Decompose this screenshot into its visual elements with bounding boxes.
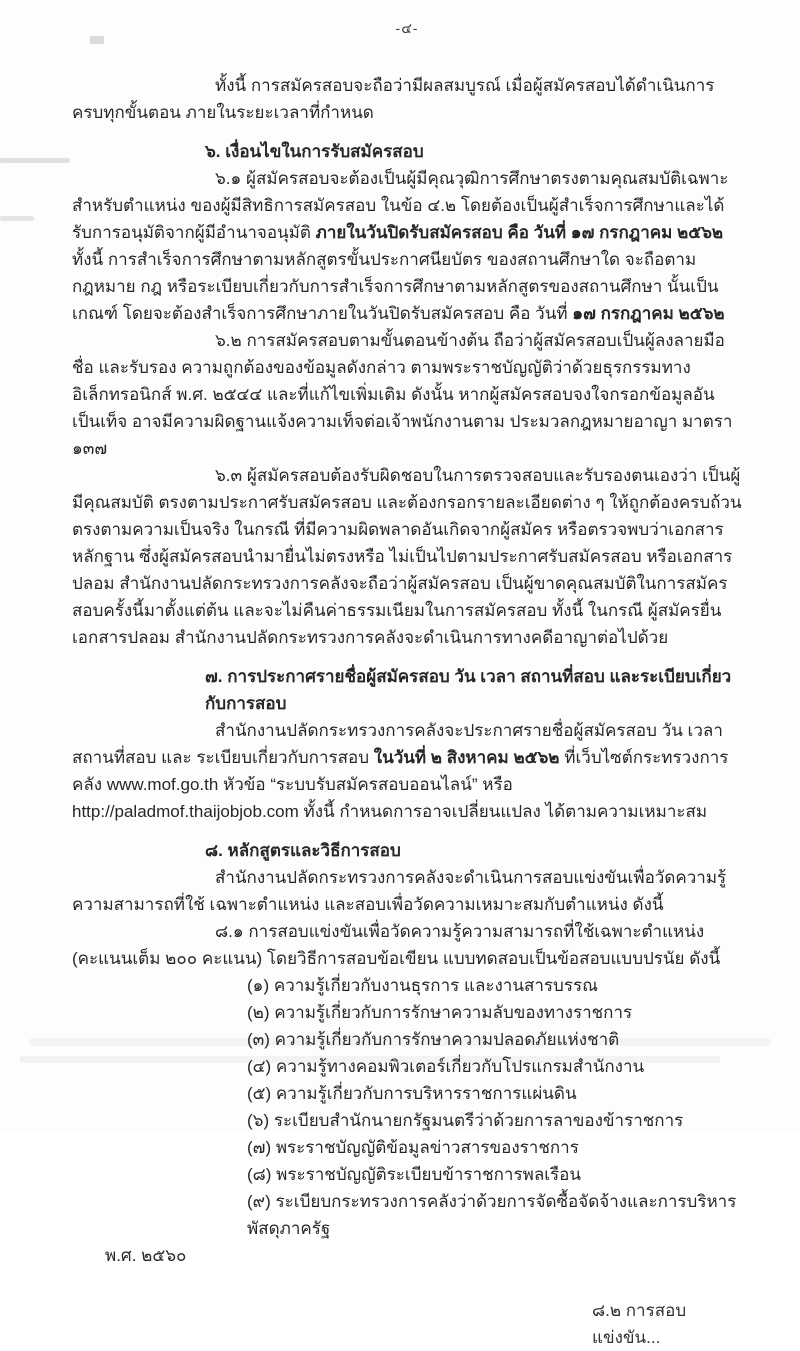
exam-subject-9-continuation: พ.ศ. ๒๕๖๐ xyxy=(105,1246,187,1265)
exam-subject-6: (๖) ระเบียบสำนักนายกรัฐมนตรีว่าด้วยการลาของข้าราชการ xyxy=(247,1111,684,1130)
clause-6-1 xyxy=(72,165,742,327)
intro-paragraph: ทั้งนี้ การสมัครสอบจะถือว่ามีผลสมบูรณ์ เมื่อผู้สมัครสอบได้ดำเนินการครบทุกขั้นตอน ภายในระยะเวลาที่กำหนด xyxy=(72,76,715,122)
exam-subject-5: (๕) ความรู้เกี่ยวกับการบริหารราชการแผ่นดิน xyxy=(247,1084,577,1103)
section-7-bold-date: ในวันที่ ๒ สิงหาคม ๒๕๖๒ xyxy=(373,748,560,767)
section-7-heading: ๗. การประกาศรายชื่อผู้สมัครสอบ วัน เวลา สถานที่สอบ และระเบียบเกี่ยวกับการสอบ xyxy=(205,667,732,713)
section-8-intro: สำนักงานปลัดกระทรวงการคลังจะดำเนินการสอบแข่งขันเพื่อวัดความรู้ความสามารถที่ใช้ เฉพาะตำแหน่ง และสอบเพื่อวัดความเหมาะสมกับตำแหน่ง ดังนี้ xyxy=(72,868,727,914)
section-7-text-2: ที่เว็บไซต์กระทรวงการคลัง www.mof.go.th หัวข้อ “ระบบรับสมัครสอบออนไลน์” หรือ http://paladmof.thaijobjob.com ทั้งนี้ กำหนดการอาจเปลี่ยนแปลง ได้ตามความเหมาะสม xyxy=(72,748,729,821)
clause-6-1-bold-date: ๑๗ กรกฎาคม ๒๕๖๒ xyxy=(572,304,725,323)
section-7-text-1: สำนักงานปลัดกระทรวงการคลังจะประกาศรายชื่อผู้สมัครสอบ วัน เวลา สถานที่สอบ และ ระเบียบเกี่ยวกับการสอบ xyxy=(72,721,723,767)
section-7-paragraph xyxy=(72,717,742,825)
scan-artifact xyxy=(0,158,70,163)
scan-artifact xyxy=(0,216,34,221)
section-6-heading: ๖. เงื่อนไขในการรับสมัครสอบ xyxy=(205,142,424,161)
clause-8-1: ๘.๑ การสอบแข่งขันเพื่อวัดความรู้ความสามารถที่ใช้เฉพาะตำแหน่ง (คะแนนเต็ม ๒๐๐ คะแนน) โดยวิธีการสอบข้อเขียน แบบทดสอบเป็นข้อสอบแบบปรนัย ดังนี้ xyxy=(72,922,721,968)
exam-subject-2: (๒) ความรู้เกี่ยวกับการรักษาความลับของทางราชการ xyxy=(247,1003,633,1022)
exam-subject-8: (๘) พระราชบัญญัติระเบียบข้าราชการพลเรือน xyxy=(247,1165,582,1184)
clause-6-1-text-2: ทั้งนี้ การสำเร็จการศึกษาตามหลักสูตรขั้นประกาศนียบัตร ของสถานศึกษาใด จะถือตามกฎหมาย กฎ หรือระเบียบเกี่ยวกับการสำเร็จการศึกษาตามหลักสูตรของสถานศึกษา นั้นเป็นเกณฑ์ โดยจะต้องสำเร็จการศึกษาภายในวันปิดรับสมัครสอบ คือ วันที่ xyxy=(72,250,719,323)
page-number: -๔- xyxy=(395,20,419,36)
clause-6-2: ๖.๒ การสมัครสอบตามขั้นตอนข้างต้น ถือว่าผู้สมัครสอบเป็นผู้ลงลายมือชื่อ และรับรอง ความถูกต้องของข้อมูลดังกล่าว ตามพระราชบัญญัติว่าด้วยธุรกรรมทางอิเล็กทรอนิกส์ พ.ศ. ๒๕๔๔ และที่แก้ไขเพิ่มเติม ดังนั้น หากผู้สมัครสอบจงใจกรอกข้อมูลอันเป็นเท็จ อาจมีความผิดฐานแจ้งความเท็จต่อเจ้าพนักงานตาม ประมวลกฎหมายอาญา มาตรา ๑๓๗ xyxy=(72,331,733,458)
section-8-heading: ๘. หลักสูตรและวิธีการสอบ xyxy=(205,841,401,860)
exam-subject-1: (๑) ความรู้เกี่ยวกับงานธุรการ และงานสารบรรณ xyxy=(247,976,598,995)
clause-6-3: ๖.๓ ผู้สมัครสอบต้องรับผิดชอบในการตรวจสอบและรับรองตนเองว่า เป็นผู้มีคุณสมบัติ ตรงตามประกาศรับสมัครสอบ และต้องกรอกรายละเอียดต่าง ๆ ให้ถูกต้องครบถ้วน ตรงตามความเป็นจริง ในกรณี ที่มีความผิดพลาดอันเกิดจากผู้สมัคร หรือตรวจพบว่าเอกสารหลักฐาน ซึ่งผู้สมัครสอบนำมายื่นไม่ตรงหรือ ไม่เป็นไปตามประกาศรับสมัครสอบ หรือเอกสารปลอม สำนักงานปลัดกระทรวงการคลังจะถือว่าผู้สมัครสอบ เป็นผู้ขาดคุณสมบัติในการสมัครสอบครั้งนี้มาตั้งแต่ต้น และจะไม่คืนค่าธรรมเนียมในการสมัครสอบ ทั้งนี้ ในกรณี ผู้สมัครยื่นเอกสารปลอม สำนักงานปลัดกระทรวงการคลังจะดำเนินการทางคดีอาญาต่อไปด้วย xyxy=(72,466,742,647)
clause-6-1-bold-deadline: ภายในวันปิดรับสมัครสอบ คือ วันที่ ๑๗ กรกฎาคม ๒๕๖๒ xyxy=(315,223,724,242)
next-page-catchword: ๘.๒ การสอบแข่งขัน... xyxy=(592,1301,687,1347)
clause-6-1-text-1: ๖.๑ ผู้สมัครสอบจะต้องเป็นผู้มีคุณวุฒิการศึกษาตรงตามคุณสมบัติเฉพาะสำหรับตำแหน่ง ของผู้มีสิทธิการสมัครสอบ ในข้อ ๔.๒ โดยต้องเป็นผู้สำเร็จการศึกษาและได้รับการอนุมัติจากผู้มีอำนาจอนุมัติ xyxy=(72,169,729,242)
exam-subject-7: (๗) พระราชบัญญัติข้อมูลข่าวสารของราชการ xyxy=(247,1138,579,1157)
exam-subject-3: (๓) ความรู้เกี่ยวกับการรักษาความปลอดภัยแห่งชาติ xyxy=(247,1030,620,1049)
exam-subject-4: (๔) ความรู้ทางคอมพิวเตอร์เกี่ยวกับโปรแกรมสำนักงาน xyxy=(247,1057,645,1076)
exam-subject-9: (๙) ระเบียบกระทรวงการคลังว่าด้วยการจัดซื้อจัดจ้างและการบริหารพัสดุภาครัฐ xyxy=(247,1192,737,1238)
